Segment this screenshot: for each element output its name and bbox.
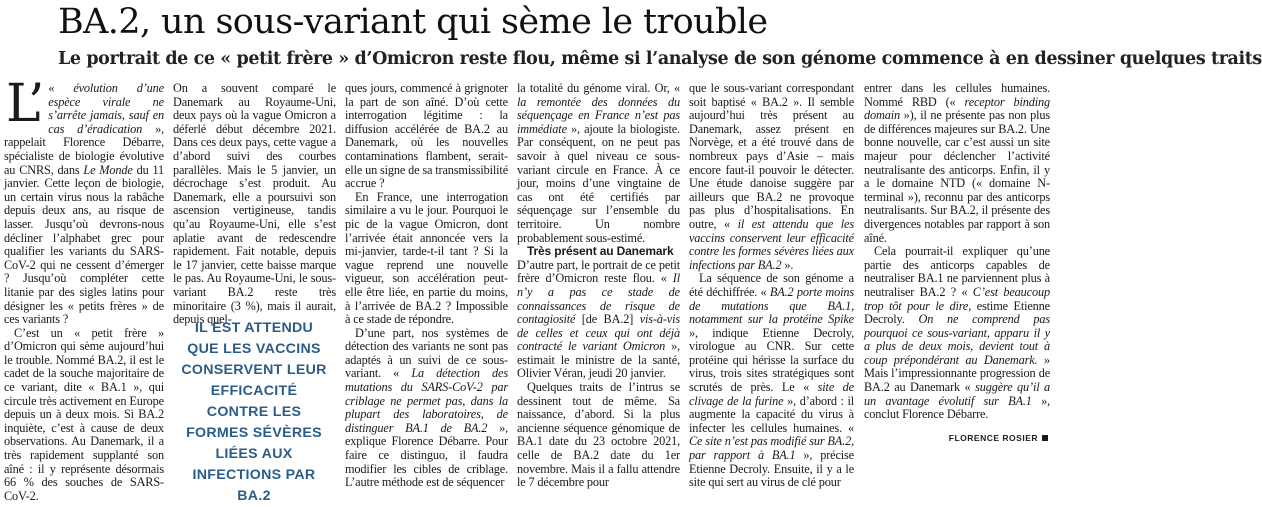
headline: BA.2, un sous-variant qui sème le trouble — [58, 2, 768, 42]
byline: FLORENCE ROSIER — [949, 433, 1048, 443]
article-column-5 — [689, 82, 854, 490]
paragraph: Quelques traits de l’intrus se dessinent tout de même. Sa naissance, d’abord. Si la plus ancienne séquence génomique de BA.1 date du 23 octobre 2021, celle de BA.2 date du 1er novembre. Mais il a fallu attendre le 7 décembre pour — [517, 380, 680, 490]
paragraph: La séquence de son génome a été déchiffrée. « BA.2 porte moins de mutations que BA.1, notamment sur la protéine Spike », indique Etienne Decroly, virologue au CNR. Sur cette protéine qui hérisse la surface du virus, trois sites stratégiques sont scrutés de près. Le « site de clivage de la furine », d’abord : il augmente la capacité du virus à infecter les cellules humaines. « Ce site n’est pas modifié sur BA.2, par rapport à BA.1 », précise Etienne Decroly. Ensuite, il y a le site qui sert au virus de clé pour — [689, 271, 854, 490]
paragraph: L’ « évolution d’une espèce virale ne s’arrête jamais, sauf en cas d’éradication », rappelait Florence Débarre, spécialiste de biologie évolutive au CNRS, dans Le Monde du 11 janvier. Cette leçon de biologie, un certain virus nous la rabâche depuis deux ans, au risque de lasser. Jusqu’où devrons-nous décliner l’alphabet grec pour qualifier les variants du SARS-CoV-2 qui ne cessent d’émerger ? Jusqu’où compléter cette litanie par des sigles latins pour désigner les « petits frères » de ces variants ? — [4, 74, 164, 327]
paragraph: C’est un « petit frère » d’Omicron qui sème aujourd’hui le trouble. Nommé BA.2, il est le cadet de la souche majoritaire de ce variant, dite « BA.1 », qui circule très activement en Europe depuis un à deux mois. Si BA.2 inquiète, c’est à cause de deux observations. Au Danemark, il a très rapidement supplanté son aîné : il y représente désormais 66 % des souches de SARS-CoV-2. — [4, 325, 164, 503]
paragraph: que le sous-variant correspondant soit baptisé « BA.2 ». Il semble aujourd’hui très présent au Danemark, assez présent en Norvège, et a été trouvé dans de nombreux pays d’Asie – mais encore faut-il pouvoir le détecter. Une étude danoise suggère par ailleurs que BA.2 ne provoque pas plus d’hospitalisations. En outre, « il est attendu que les vaccins conservent leur efficacité contre les formes sévères liées aux infections par BA.2 ». — [689, 81, 854, 272]
article-column-4 — [517, 82, 680, 490]
pull-quote: IL EST ATTENDU QUE LES VACCINS CONSERVENT LEUR EFFICACITÉ CONTRE LES FORMES SÉVÈRES LIÉES AUX INFECTIONS PAR BA.2 — [181, 320, 327, 504]
paragraph: D’autre part, le portrait de ce petit frère d’Omicron reste flou. « Il n’y a pas ce stade de connaissances de risque de contagiosité [de BA.2] vis-à-vis de celles et ceux qui ont déjà contracté le variant Omicron », estimait le ministre de la santé, Olivier Véran, jeudi 20 janvier. — [517, 257, 680, 381]
paragraph: entrer dans les cellules humaines. Nommé RBD (« receptor binding domain »), il ne présente pas non plus de différences majeures sur BA.2. Une bonne nouvelle, car c’est aussi un site majeur pour déclencher l’activité neutralisante des anticorps. Enfin, il y a le domaine NTD (« domaine N-terminal »), reconnu par des anticorps neutralisants. Sur BA.2, il présente des divergences notables par rapport à son aîné. — [864, 81, 1050, 245]
paragraph: On a souvent comparé le Danemark au Royaume-Uni, deux pays où la vague Omicron a déferlé début décembre 2021. Dans ces deux pays, cette vague a d’abord suivi des courbes parallèles. Mais le 5 janvier, un décrochage s’est produit. Au Danemark, elle a poursuivi son ascension vertigineuse, tandis qu’au Royaume-Uni, elle s’est aplatie avant de redescendre rapidement. Fait notable, depuis le 17 janvier, cette baisse marque le pas. Au Royaume-Uni, le sous-variant BA.2 reste très minoritaire (3 %), mais il aurait, depuis quel- — [173, 81, 336, 327]
dropcap: L’ — [6, 74, 45, 134]
paragraph: En France, une interrogation similaire a vu le jour. Pourquoi le pic de la vague Omicron, dont l’arrivée était annoncée vers la mi-janvier, tarde-t-il tant ? Si la vague reprend une nouvelle vigueur, son accélération peut-elle être liée, en partie du moins, à l’arrivée de BA.2 ? Impossible à ce stade de répondre. — [345, 189, 508, 327]
subheading: Très présent au Danemark — [527, 244, 674, 259]
deck: Le portrait de ce « petit frère » d’Omicron reste flou, même si l’analyse de son génome commence à en dessiner quelques traits — [58, 49, 1262, 69]
article-column-6 — [864, 82, 1050, 422]
paragraph: Cela pourrait-il expliquer qu’une partie des anticorps capables de neutraliser BA.1 ne parviennent plus à neutraliser BA.2 ? « C’est beaucoup trop tôt pour le dire, estime Etienne Decroly. On ne comprend pas pourquoi ce sous-variant, apparu il y a plus de deux mois, devient tout à coup prépondérant au Danemark. » Mais l’impressionnante progression de BA.2 au Danemark « suggère qu’il a un avantage évolutif sur BA.1 », conclut Florence Débarre. — [864, 244, 1051, 422]
article-column-2 — [173, 82, 336, 327]
article-column-1 — [4, 74, 164, 503]
end-mark-icon — [1042, 435, 1048, 441]
paragraph: ques jours, commencé à grignoter la part de son aîné. D’où cette interrogation légitime : la diffusion accélérée de BA.2 au Danemark, où les nouvelles contaminations flambent, serait-elle un signe de sa transmissibilité accrue ? — [345, 81, 508, 191]
quote: évolution d’une espèce virale ne s’arrête jamais, sauf en cas d’éradication — [48, 81, 164, 136]
paragraph: la totalité du génome viral. Or, « la remontée des données du séquençage en France n’est pas immédiate », ajoute la biologiste. Par conséquent, on ne peut pas savoir à quel niveau ce sous-variant circule en France. À ce jour, moins d’une vingtaine de cas ont été certifiés par séquençage sur l’ensemble du territoire. Un nombre probablement sous-estimé. — [517, 81, 680, 245]
newspaper-name: Le Monde — [83, 162, 133, 177]
paragraph: D’une part, nos systèmes de détection des variants ne sont pas adaptés à un suivi de ce sous-variant. « La détection des mutations du SARS-CoV-2 par criblage ne permet pas, dans la plupart des laboratoires, de distinguer BA.1 de BA.2 », explique Florence Débarre. Pour faire ce distinguo, il faudra modifier les cibles de criblage. L’autre méthode est de séquencer — [345, 325, 508, 490]
article-column-3 — [345, 82, 508, 490]
